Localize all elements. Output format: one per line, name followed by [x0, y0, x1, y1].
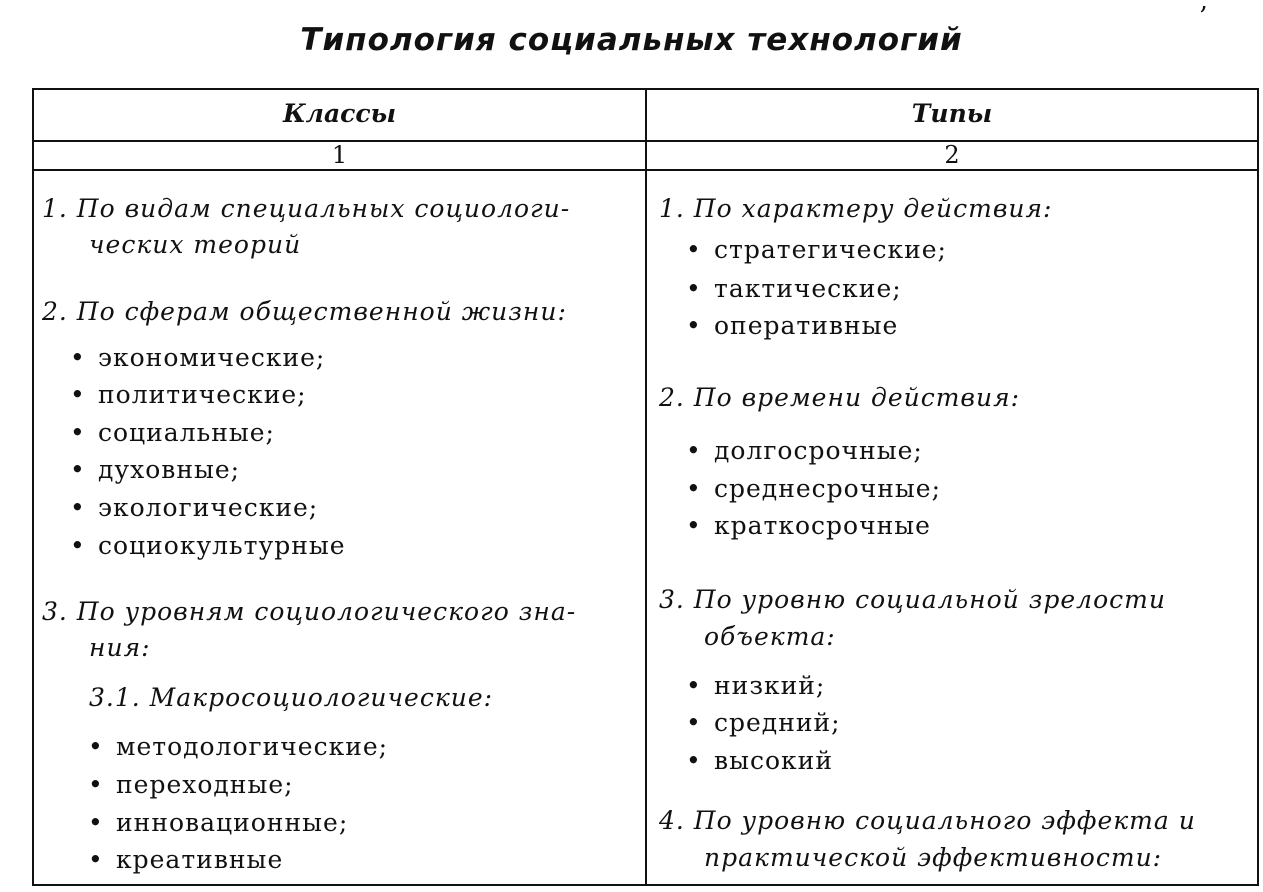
section-title-continuation: объекта:: [704, 622, 836, 651]
bullet-icon: •: [70, 380, 86, 409]
header-classes: Классы: [282, 99, 397, 128]
bullet-icon: •: [70, 455, 86, 484]
list-item: • экономические;: [70, 343, 326, 372]
bullet-icon: •: [686, 708, 702, 737]
list-item: • низкий;: [686, 671, 826, 700]
bullet-icon: •: [686, 311, 702, 340]
section-title: 4. По уровню социального эффекта и: [659, 806, 1196, 835]
list-item: • стратегические;: [686, 235, 947, 264]
section-title-continuation: ния:: [89, 633, 151, 662]
list-item: • экологические;: [70, 493, 319, 522]
section-title: 2. По времени действия:: [659, 383, 1021, 412]
column-number-2: 2: [944, 141, 960, 169]
subsection-title: 3.1. Макросоциологические:: [89, 683, 494, 712]
list-item: • среднесрочные;: [686, 474, 942, 503]
list-item: • высокий: [686, 746, 833, 775]
bullet-icon: •: [70, 493, 86, 522]
section-title: 1. По видам специальных социологи-: [42, 194, 571, 223]
bullet-icon: •: [70, 418, 86, 447]
list-item: • социальные;: [70, 418, 275, 447]
bullet-icon: •: [70, 531, 86, 560]
number-row-divider: [34, 169, 1257, 171]
bullet-icon: •: [686, 235, 702, 264]
corner-mark: ,: [1199, 0, 1208, 16]
bullet-icon: •: [686, 274, 702, 303]
bullet-icon: •: [70, 343, 86, 372]
column-divider: [645, 90, 647, 884]
bullet-icon: •: [686, 746, 702, 775]
section-title: 2. По сферам общественной жизни:: [42, 297, 567, 326]
bullet-icon: •: [686, 511, 702, 540]
list-item: • методологические;: [88, 732, 389, 761]
bullet-icon: •: [686, 436, 702, 465]
list-item: • переходные;: [88, 770, 294, 799]
list-item: • оперативные: [686, 311, 899, 340]
bullet-icon: •: [88, 732, 104, 761]
list-item: • инновационные;: [88, 808, 349, 837]
list-item: • средний;: [686, 708, 841, 737]
bullet-icon: •: [686, 474, 702, 503]
section-title: 3. По уровню социальной зрелости: [659, 585, 1166, 614]
list-item: • политические;: [70, 380, 307, 409]
list-item: • тактические;: [686, 274, 902, 303]
section-title-continuation: ческих теорий: [89, 230, 302, 259]
bullet-icon: •: [88, 770, 104, 799]
section-title: 1. По характеру действия:: [659, 194, 1053, 223]
list-item: • духовные;: [70, 455, 241, 484]
bullet-icon: •: [88, 808, 104, 837]
list-item: • долгосрочные;: [686, 436, 923, 465]
header-types: Типы: [911, 99, 993, 128]
column-number-1: 1: [331, 141, 348, 169]
section-title: 3. По уровням социологического зна-: [42, 597, 577, 626]
bullet-icon: •: [88, 845, 104, 874]
typology-table: [32, 88, 1259, 886]
section-title-continuation: практической эффективности:: [704, 843, 1163, 872]
list-item: • креативные: [88, 845, 284, 874]
bullet-icon: •: [686, 671, 702, 700]
page-title: Типология социальных технологий: [300, 22, 963, 58]
list-item: • краткосрочные: [686, 511, 931, 540]
list-item: • социокультурные: [70, 531, 346, 560]
